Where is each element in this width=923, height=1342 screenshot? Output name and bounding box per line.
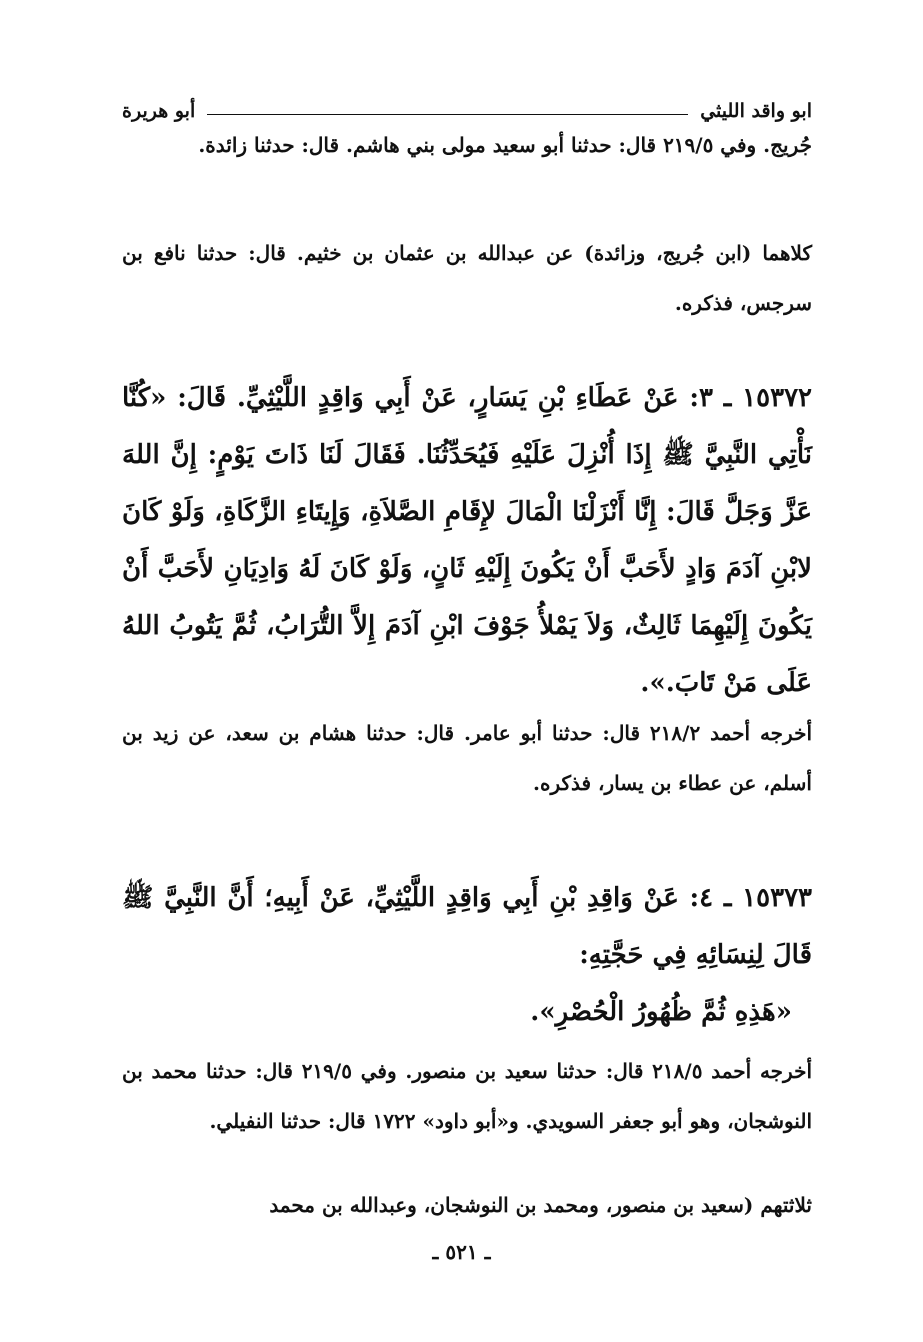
paragraph-chain: كلاهما (ابن جُريج، وزائدة) عن عبدالله بن عثمان بن خثيم. قال: حدثنا نافع بن سرجس، فذكره. (122, 241, 812, 315)
header-left: أبو هريرة (122, 100, 196, 122)
hadith-15372: ١٥٣٧٢ ـ ٣: عَنْ عَطَاءِ بْنِ يَسَارٍ، عَنْ أَبِي وَاقِدٍ اللَّيْثِيِّ. قَالَ: «كُنَّا نَأْتِي النَّبِيَّ ﷺ إِذَا أُنْزِلَ عَلَيْهِ فَيُحَدِّثُنَا. فَقَالَ لَنَا ذَاتَ يَوْمٍ: إِنَّ اللهَ عَزَّ وَجَلَّ قَالَ: إِنَّا أَنْزَلْنَا الْمَالَ لإِقَامِ الصَّلاَةِ، وَإِيتَاءِ الزَّكَاةِ، وَلَوْ كَانَ لابْنِ آدَمَ وَادٍ لأَحَبَّ أَنْ يَكُونَ إِلَيْهِ ثَانٍ، وَلَوْ كَانَ لَهُ وَادِيَانِ لأَحَبَّ أَنْ يَكُونَ إِلَيْهِمَا ثَالِثٌ، وَلاَ يَمْلأُ جَوْفَ ابْنِ آدَمَ إِلاَّ التُّرَابُ، ثُمَّ يَتُوبُ اللهُ عَلَى مَنْ تَابَ.». (122, 383, 812, 698)
running-header (122, 92, 812, 122)
hadith-15373-text: «هَذِهِ ثُمَّ ظُهُورُ الْحُصْرِ». (530, 997, 792, 1027)
page-number: ـ ٥٢١ ـ (432, 1240, 491, 1264)
hadith-15373: ١٥٣٧٣ ـ ٤: عَنْ وَاقِدِ بْنِ أَبِي وَاقِدٍ اللَّيْثِيِّ، عَنْ أَبِيهِ؛ أَنَّ النَّبِيَّ ﷺ قَالَ لِنِسَائِهِ فِي حَجَّتِهِ: (122, 883, 812, 970)
paragraph-final: ثلاثتهم (سعيد بن منصور، ومحمد بن النوشجان، وعبدالله بن محمد (269, 1193, 812, 1217)
header-right: ابو واقد الليثي (700, 100, 812, 122)
takhrij-15372: أخرجه أحمد ٢١٨/٢ قال: حدثنا أبو عامر. قال: حدثنا هشام بن سعد، عن زيد بن أسلم، عن عطاء بن يسار، فذكره. (122, 721, 813, 795)
takhrij-15373: أخرجه أحمد ٢١٨/٥ قال: حدثنا سعيد بن منصور. وفي ٢١٩/٥ قال: حدثنا محمد بن النوشجان، وهو أبو جعفر السويدي. و«أبو داود» ١٧٢٢ قال: حدثنا النفيلي. (122, 1059, 813, 1133)
paragraph-continuation: جُريج. وفي ٢١٩/٥ قال: حدثنا أبو سعيد مولى بني هاشم. قال: حدثنا زائدة. (198, 133, 812, 157)
header-rule (207, 114, 688, 115)
